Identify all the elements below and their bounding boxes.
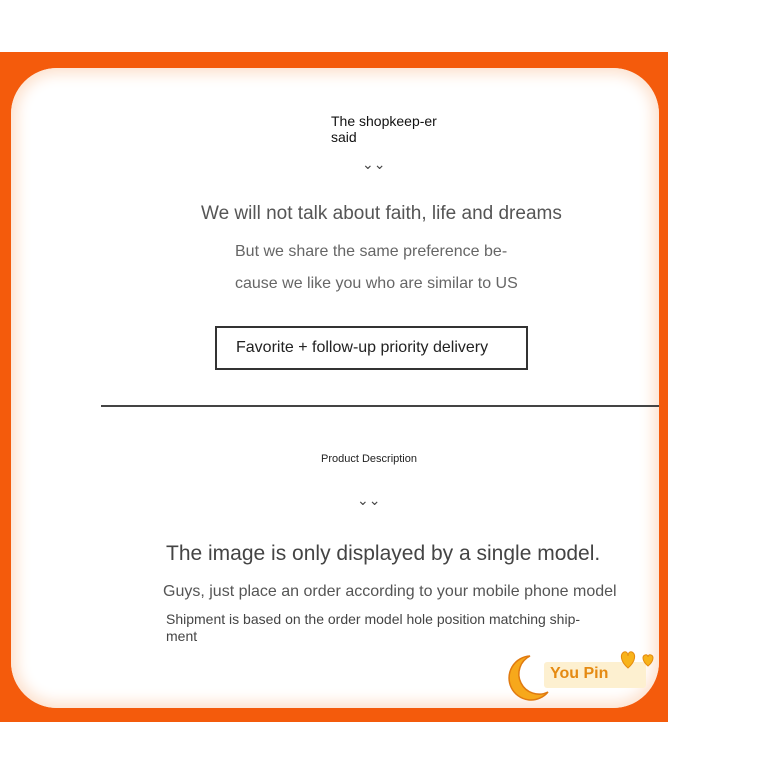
chevron-down-icon: ⌄⌄ — [362, 156, 386, 172]
section-divider — [101, 405, 659, 407]
intro-headline: We will not talk about faith, life and dreams — [201, 203, 562, 224]
description-headline: The image is only displayed by a single model. — [166, 542, 601, 565]
chevron-down-icon: ⌄⌄ — [357, 492, 381, 508]
brand-logo — [500, 648, 660, 704]
shopkeeper-label: The shopkeep-er said — [331, 113, 437, 145]
description-line-2: Shipment is based on the order model hole position matching ship-ment — [166, 611, 581, 644]
favorite-follow-button[interactable] — [215, 326, 528, 370]
intro-line-2: cause we like you who are similar to US — [235, 275, 518, 292]
intro-line-1: But we share the same preference be- — [235, 243, 508, 260]
hearts-icon — [618, 648, 660, 672]
brand-name: You Pin — [550, 665, 609, 682]
product-description-label: Product Description — [321, 453, 417, 465]
favorite-follow-label: Favorite + follow-up priority delivery — [236, 339, 489, 356]
description-line-1: Guys, just place an order according to your mobile phone model — [163, 583, 617, 600]
